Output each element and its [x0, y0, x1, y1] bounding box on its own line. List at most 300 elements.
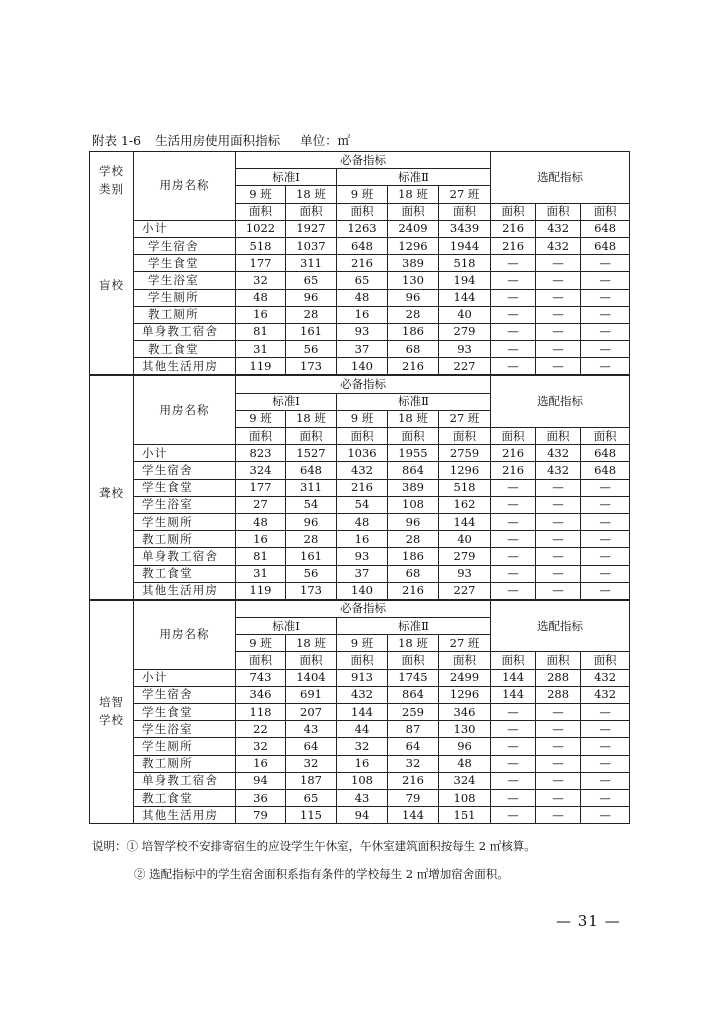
- value-cell: 186: [388, 548, 439, 565]
- note-2: ② 选配指标中的学生宿舍面积系指有条件的学校每生 2 ㎡增加宿舍面积。: [134, 867, 509, 881]
- optional-header: 选配指标: [491, 600, 630, 652]
- value-cell: 216: [491, 462, 536, 479]
- required-header: 必备指标: [236, 375, 491, 393]
- value-cell: —: [536, 341, 581, 358]
- required-header: 必备指标: [236, 152, 491, 169]
- value-cell: —: [491, 306, 536, 323]
- value-cell: —: [581, 289, 630, 306]
- value-cell: 161: [286, 323, 337, 340]
- value-cell: 16: [236, 755, 286, 772]
- room-name-cell: 单身教工宿舍: [134, 772, 236, 789]
- table-row: [90, 289, 630, 306]
- room-name-header: 用房名称: [134, 375, 236, 444]
- room-name-cell: 学生厕所: [134, 513, 236, 530]
- table-title: [92, 131, 632, 151]
- value-cell: 54: [286, 496, 337, 513]
- value-cell: 279: [439, 323, 491, 340]
- value-cell: 648: [581, 445, 630, 462]
- value-cell: 161: [286, 548, 337, 565]
- table-unit: 单位：㎡: [300, 133, 351, 148]
- room-name-cell: 学生浴室: [134, 272, 236, 289]
- school-category-label: 培智 学校: [99, 694, 124, 727]
- value-cell: 864: [388, 462, 439, 479]
- value-cell: 1022: [236, 220, 286, 237]
- table-row: [90, 686, 630, 703]
- value-cell: 1927: [286, 220, 337, 237]
- value-cell: 279: [439, 548, 491, 565]
- table-name: 生活用房使用面积指标: [155, 133, 281, 148]
- value-cell: 2759: [439, 445, 491, 462]
- value-cell: 65: [286, 272, 337, 289]
- value-cell: 518: [439, 479, 491, 496]
- value-cell: —: [581, 341, 630, 358]
- value-cell: 27: [236, 496, 286, 513]
- table-row: [90, 220, 630, 237]
- value-cell: 2409: [388, 220, 439, 237]
- area-header: 面积: [536, 428, 581, 445]
- value-cell: 119: [236, 358, 286, 376]
- room-name-cell: 单身教工宿舍: [134, 548, 236, 565]
- table-row: [90, 755, 630, 772]
- value-cell: —: [491, 755, 536, 772]
- value-cell: —: [536, 772, 581, 789]
- value-cell: 173: [286, 358, 337, 376]
- table-row: [90, 807, 630, 824]
- area-header: 面积: [286, 428, 337, 445]
- value-cell: —: [491, 479, 536, 496]
- room-name-cell: 教工厕所: [134, 755, 236, 772]
- value-cell: —: [581, 531, 630, 548]
- room-name-cell: 学生宿舍: [134, 686, 236, 703]
- value-cell: 79: [388, 789, 439, 806]
- value-cell: —: [491, 255, 536, 272]
- area-header: 面积: [439, 652, 491, 669]
- value-cell: 432: [536, 237, 581, 254]
- value-cell: 432: [337, 686, 388, 703]
- standard-1-header: 标准Ⅰ: [236, 618, 337, 635]
- value-cell: —: [536, 272, 581, 289]
- value-cell: —: [581, 755, 630, 772]
- value-cell: —: [581, 548, 630, 565]
- value-cell: 518: [439, 255, 491, 272]
- notes: [92, 832, 652, 888]
- value-cell: 16: [337, 531, 388, 548]
- value-cell: 68: [388, 341, 439, 358]
- area-header: 面积: [337, 203, 388, 220]
- area-header: 面积: [536, 652, 581, 669]
- value-cell: 65: [286, 789, 337, 806]
- value-cell: 1955: [388, 445, 439, 462]
- value-cell: 227: [439, 358, 491, 376]
- value-cell: 94: [337, 807, 388, 824]
- value-cell: 93: [337, 323, 388, 340]
- school-type-header: 学校 类别: [99, 164, 124, 196]
- value-cell: 93: [439, 565, 491, 582]
- value-cell: —: [491, 323, 536, 340]
- value-cell: —: [581, 789, 630, 806]
- area-header: 面积: [388, 428, 439, 445]
- standard-2-header: 标准Ⅱ: [337, 393, 491, 410]
- value-cell: —: [536, 738, 581, 755]
- value-cell: 216: [491, 237, 536, 254]
- room-name-cell: 学生食堂: [134, 704, 236, 721]
- table-row: [90, 772, 630, 789]
- room-name-cell: 小计: [134, 669, 236, 686]
- value-cell: —: [491, 341, 536, 358]
- value-cell: 48: [439, 755, 491, 772]
- value-cell: 93: [337, 548, 388, 565]
- class-size-header: 9 班: [236, 635, 286, 652]
- value-cell: 115: [286, 807, 337, 824]
- value-cell: —: [491, 548, 536, 565]
- value-cell: 48: [337, 513, 388, 530]
- class-size-header: 18 班: [286, 410, 337, 427]
- table-row: [90, 462, 630, 479]
- value-cell: 48: [236, 289, 286, 306]
- value-cell: 140: [337, 582, 388, 600]
- value-cell: —: [536, 358, 581, 376]
- value-cell: 94: [236, 772, 286, 789]
- value-cell: —: [491, 738, 536, 755]
- value-cell: —: [536, 255, 581, 272]
- value-cell: 16: [236, 531, 286, 548]
- table-row: [90, 513, 630, 530]
- value-cell: —: [491, 807, 536, 824]
- optional-header: 选配指标: [491, 152, 630, 204]
- class-size-header: 9 班: [337, 635, 388, 652]
- value-cell: 96: [286, 289, 337, 306]
- value-cell: 162: [439, 496, 491, 513]
- value-cell: —: [581, 255, 630, 272]
- value-cell: —: [581, 479, 630, 496]
- value-cell: 48: [236, 513, 286, 530]
- value-cell: 151: [439, 807, 491, 824]
- value-cell: —: [491, 582, 536, 600]
- table-row: [90, 789, 630, 806]
- area-header: 面积: [581, 652, 630, 669]
- value-cell: 324: [236, 462, 286, 479]
- value-cell: —: [581, 513, 630, 530]
- value-cell: —: [491, 358, 536, 376]
- value-cell: 40: [439, 531, 491, 548]
- value-cell: 346: [439, 704, 491, 721]
- value-cell: 16: [236, 306, 286, 323]
- value-cell: —: [536, 496, 581, 513]
- value-cell: —: [491, 772, 536, 789]
- value-cell: —: [491, 513, 536, 530]
- school-category-cell: [90, 600, 134, 824]
- value-cell: 177: [236, 479, 286, 496]
- area-header: 面积: [236, 652, 286, 669]
- value-cell: —: [491, 531, 536, 548]
- value-cell: —: [581, 272, 630, 289]
- value-cell: 648: [581, 237, 630, 254]
- value-cell: 216: [337, 255, 388, 272]
- value-cell: 216: [491, 220, 536, 237]
- room-name-cell: 学生浴室: [134, 721, 236, 738]
- value-cell: 648: [337, 237, 388, 254]
- value-cell: 43: [286, 721, 337, 738]
- value-cell: —: [491, 565, 536, 582]
- value-cell: —: [536, 479, 581, 496]
- required-header: 必备指标: [236, 600, 491, 618]
- value-cell: 65: [337, 272, 388, 289]
- value-cell: —: [536, 565, 581, 582]
- school-category-label: 聋校: [99, 486, 124, 501]
- table-row: [90, 669, 630, 686]
- area-header: 面积: [236, 203, 286, 220]
- class-size-header: 18 班: [286, 635, 337, 652]
- value-cell: 216: [337, 479, 388, 496]
- value-cell: 227: [439, 582, 491, 600]
- value-cell: 43: [337, 789, 388, 806]
- value-cell: 32: [388, 755, 439, 772]
- value-cell: 96: [388, 513, 439, 530]
- value-cell: 140: [337, 358, 388, 376]
- value-cell: —: [581, 582, 630, 600]
- optional-header: 选配指标: [491, 375, 630, 427]
- value-cell: 3439: [439, 220, 491, 237]
- value-cell: —: [581, 358, 630, 376]
- value-cell: 288: [536, 686, 581, 703]
- value-cell: 1296: [439, 462, 491, 479]
- table-row: [90, 565, 630, 582]
- value-cell: 79: [236, 807, 286, 824]
- class-size-header: 18 班: [286, 186, 337, 203]
- living-room-area-table: [89, 151, 630, 824]
- table-row: [90, 341, 630, 358]
- value-cell: 1263: [337, 220, 388, 237]
- table-row: [90, 358, 630, 376]
- value-cell: —: [581, 306, 630, 323]
- value-cell: 37: [337, 341, 388, 358]
- value-cell: —: [581, 565, 630, 582]
- value-cell: 1296: [439, 686, 491, 703]
- room-name-cell: 其他生活用房: [134, 358, 236, 376]
- class-size-header: 18 班: [388, 186, 439, 203]
- standard-1-header: 标准Ⅰ: [236, 169, 337, 186]
- value-cell: 81: [236, 323, 286, 340]
- table-row: [90, 704, 630, 721]
- value-cell: 28: [388, 531, 439, 548]
- table-row: [90, 237, 630, 254]
- value-cell: 913: [337, 669, 388, 686]
- value-cell: 54: [337, 496, 388, 513]
- area-header: 面积: [439, 428, 491, 445]
- value-cell: 144: [491, 686, 536, 703]
- value-cell: 87: [388, 721, 439, 738]
- value-cell: 93: [439, 341, 491, 358]
- area-header: 面积: [581, 428, 630, 445]
- value-cell: —: [581, 772, 630, 789]
- table-row: [90, 306, 630, 323]
- room-name-cell: 小计: [134, 445, 236, 462]
- value-cell: 81: [236, 548, 286, 565]
- room-name-cell: 单身教工宿舍: [134, 323, 236, 340]
- value-cell: 864: [388, 686, 439, 703]
- area-header: 面积: [286, 652, 337, 669]
- area-header: 面积: [388, 652, 439, 669]
- value-cell: 32: [337, 738, 388, 755]
- value-cell: 119: [236, 582, 286, 600]
- class-size-header: 18 班: [388, 635, 439, 652]
- value-cell: 1037: [286, 237, 337, 254]
- value-cell: —: [536, 704, 581, 721]
- class-size-header: 18 班: [388, 410, 439, 427]
- room-name-cell: 学生宿舍: [134, 237, 236, 254]
- value-cell: 648: [581, 220, 630, 237]
- value-cell: 16: [337, 755, 388, 772]
- value-cell: 648: [581, 462, 630, 479]
- value-cell: 31: [236, 565, 286, 582]
- class-size-header: 9 班: [236, 410, 286, 427]
- value-cell: 108: [388, 496, 439, 513]
- value-cell: 40: [439, 306, 491, 323]
- value-cell: 144: [337, 704, 388, 721]
- room-name-header: 用房名称: [134, 600, 236, 669]
- value-cell: 259: [388, 704, 439, 721]
- room-name-cell: 教工厕所: [134, 531, 236, 548]
- value-cell: 216: [388, 358, 439, 376]
- table-row: [90, 582, 630, 600]
- value-cell: 389: [388, 255, 439, 272]
- area-header: 面积: [337, 428, 388, 445]
- school-category-cell: [90, 375, 134, 599]
- value-cell: 1404: [286, 669, 337, 686]
- value-cell: —: [581, 323, 630, 340]
- value-cell: —: [491, 789, 536, 806]
- table-row: [90, 479, 630, 496]
- value-cell: 432: [536, 220, 581, 237]
- header-row: [90, 152, 630, 169]
- room-name-header: 用房名称: [134, 152, 236, 221]
- value-cell: —: [536, 721, 581, 738]
- area-header: 面积: [491, 203, 536, 220]
- value-cell: —: [491, 496, 536, 513]
- value-cell: 432: [536, 462, 581, 479]
- value-cell: 56: [286, 341, 337, 358]
- value-cell: 108: [337, 772, 388, 789]
- area-header: 面积: [286, 203, 337, 220]
- value-cell: 22: [236, 721, 286, 738]
- room-name-cell: 教工厕所: [134, 306, 236, 323]
- room-name-cell: 学生食堂: [134, 479, 236, 496]
- room-name-cell: 其他生活用房: [134, 807, 236, 824]
- value-cell: 177: [236, 255, 286, 272]
- area-header: 面积: [536, 203, 581, 220]
- class-size-header: 9 班: [236, 186, 286, 203]
- value-cell: 144: [491, 669, 536, 686]
- value-cell: 743: [236, 669, 286, 686]
- value-cell: —: [581, 496, 630, 513]
- value-cell: 288: [536, 669, 581, 686]
- area-header: 面积: [491, 428, 536, 445]
- value-cell: 1036: [337, 445, 388, 462]
- standard-2-header: 标准Ⅱ: [337, 169, 491, 186]
- value-cell: 44: [337, 721, 388, 738]
- area-header: 面积: [581, 203, 630, 220]
- value-cell: —: [536, 513, 581, 530]
- value-cell: —: [536, 548, 581, 565]
- value-cell: 691: [286, 686, 337, 703]
- room-name-cell: 学生厕所: [134, 738, 236, 755]
- table-row: [90, 738, 630, 755]
- class-size-header: 27 班: [439, 410, 491, 427]
- table-row: [90, 445, 630, 462]
- value-cell: —: [581, 807, 630, 824]
- value-cell: 324: [439, 772, 491, 789]
- value-cell: —: [536, 582, 581, 600]
- page-number: — 31 —: [556, 912, 621, 930]
- standard-2-header: 标准Ⅱ: [337, 618, 491, 635]
- value-cell: —: [581, 721, 630, 738]
- value-cell: 432: [581, 686, 630, 703]
- value-cell: 216: [388, 772, 439, 789]
- area-header: 面积: [439, 203, 491, 220]
- value-cell: —: [536, 289, 581, 306]
- value-cell: 144: [439, 513, 491, 530]
- school-category-label: 盲校: [99, 278, 124, 292]
- area-header: 面积: [337, 652, 388, 669]
- value-cell: 186: [388, 323, 439, 340]
- value-cell: 144: [388, 807, 439, 824]
- value-cell: 216: [491, 445, 536, 462]
- table-row: [90, 323, 630, 340]
- value-cell: 187: [286, 772, 337, 789]
- value-cell: 1944: [439, 237, 491, 254]
- room-name-cell: 小计: [134, 220, 236, 237]
- value-cell: 96: [286, 513, 337, 530]
- value-cell: —: [491, 704, 536, 721]
- value-cell: 32: [286, 755, 337, 772]
- value-cell: 432: [337, 462, 388, 479]
- table-row: [90, 721, 630, 738]
- value-cell: 28: [286, 531, 337, 548]
- value-cell: 823: [236, 445, 286, 462]
- value-cell: 108: [439, 789, 491, 806]
- value-cell: —: [536, 306, 581, 323]
- value-cell: 31: [236, 341, 286, 358]
- room-name-cell: 教工食堂: [134, 565, 236, 582]
- room-name-cell: 学生食堂: [134, 255, 236, 272]
- value-cell: 28: [286, 306, 337, 323]
- value-cell: 389: [388, 479, 439, 496]
- value-cell: —: [536, 323, 581, 340]
- value-cell: 64: [388, 738, 439, 755]
- value-cell: 207: [286, 704, 337, 721]
- class-size-header: 27 班: [439, 635, 491, 652]
- value-cell: 432: [536, 445, 581, 462]
- value-cell: —: [581, 704, 630, 721]
- table-row: [90, 548, 630, 565]
- value-cell: 28: [388, 306, 439, 323]
- class-size-header: 27 班: [439, 186, 491, 203]
- value-cell: —: [536, 807, 581, 824]
- header-row: [90, 600, 630, 618]
- value-cell: 173: [286, 582, 337, 600]
- standard-1-header: 标准Ⅰ: [236, 393, 337, 410]
- value-cell: 130: [388, 272, 439, 289]
- value-cell: 96: [388, 289, 439, 306]
- value-cell: 37: [337, 565, 388, 582]
- value-cell: 1296: [388, 237, 439, 254]
- table-row: [90, 255, 630, 272]
- value-cell: 518: [236, 237, 286, 254]
- value-cell: 1745: [388, 669, 439, 686]
- value-cell: —: [491, 289, 536, 306]
- value-cell: 56: [286, 565, 337, 582]
- value-cell: 16: [337, 306, 388, 323]
